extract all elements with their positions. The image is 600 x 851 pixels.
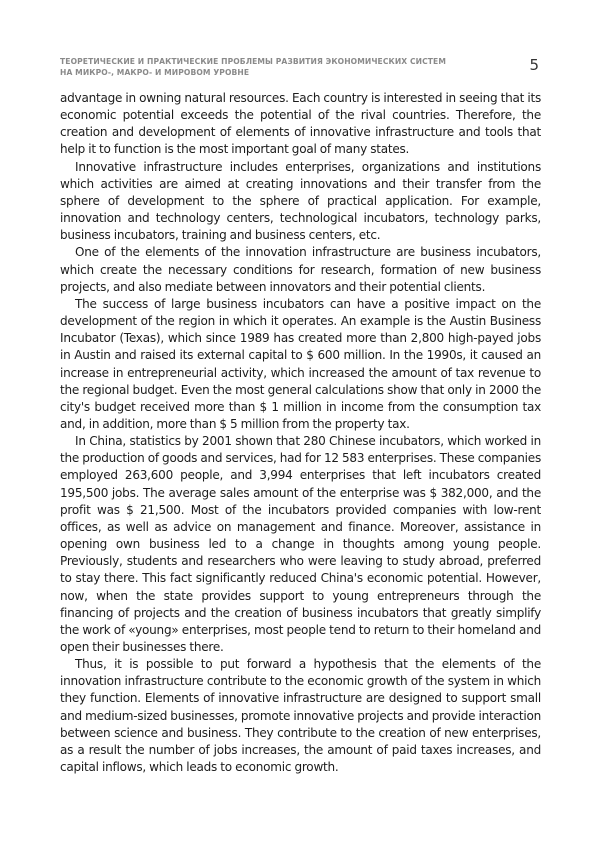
running-title-line-2: НА МИКРО-, МАКРО- И МИРОВОМ УРОВНЕ — [60, 67, 250, 77]
paragraph-innovative-infrastructure: Innovative infrastructure includes enterprises, organizations and institutions which activities are aimed at creating innovations and their transfer from the sphere of development to the sphere of practical application. For example, innovation and technology centers, technological incubators, technology parks, business incubators, training and business centers, etc. — [60, 159, 541, 243]
running-title-line-1: ТЕОРЕТИЧЕСКИЕ И ПРАКТИЧЕСКИЕ ПРОБЛЕМЫ РАЗВИТИЯ ЭКОНОМИЧЕСКИХ СИСТЕМ — [60, 57, 447, 66]
paragraph-austin-example: The success of large business incubators can have a positive impact on the development of the region in which it operates. An example is the Austin Business Incubator (Texas), which since 1989 has created more than 2,800 high-payed jobs in Austin and raised its external capital to $ 600 million. In the 1990s, it caused an increase in entrepreneurial activity, which increased the amount of tax revenue to the regional budget. Even the most general calculations show that only in 2000 the city's budget received more than $ 1 million in income from the consumption tax and, in addition, more than $ 5 million from the property tax. — [60, 296, 541, 431]
paragraph-china-statistics: In China, statistics by 2001 shown that 280 Chinese incubators, which worked in the production of goods and services, had for 12 583 enterprises. These companies employed 263,600 people, and 3,994 enterprises that left incubators created 195,500 jobs. The average sales amount of the enterprise was $ 382,000, and the profit was $ 21,500. Most of the incubators provided companies with low-rent offices, as well as advice on management and finance. Moreover, assistance in opening own business led to a change in thoughts among young people. Previously, students and researchers who were leaving to study abroad, preferred to stay there. This fact significantly reduced China's economic potential. However, now, when the state provides support to young entrepreneurs through the financing of projects and the creation of business incubators that greatly simplify the work of «young» enterprises, most people tend to return to their homeland and open their businesses there. — [60, 434, 541, 654]
paragraph-hypothesis: Thus, it is possible to put forward a hypothesis that the elements of the innovation infrastructure contribute to the economic growth of the system in which they function. Elements of innovative infrastructure are designed to support small and medium-sized businesses, promote innovative projects and provide interaction between science and business. They contribute to the creation of new enterprises, as a result the number of jobs increases, the amount of paid taxes increases, and capital inflows, which leads to economic growth. — [60, 657, 541, 775]
paragraph-business-incubators: One of the elements of the innovation infrastructure are business incubators, which create the necessary conditions for research, formation of new business projects, and also mediate between innovators and their potential clients. — [60, 245, 541, 294]
page-number: 5 — [529, 56, 539, 74]
body-text — [60, 90, 541, 776]
running-title — [60, 57, 500, 78]
paragraph-continuation: advantage in owning natural resources. Each country is interested in seeing that its economic potential exceeds the potential of the rival countries. Therefore, the creation and development of elements of innovative infrastructure and tools that help it to function is the most important goal of many states. — [60, 91, 541, 157]
